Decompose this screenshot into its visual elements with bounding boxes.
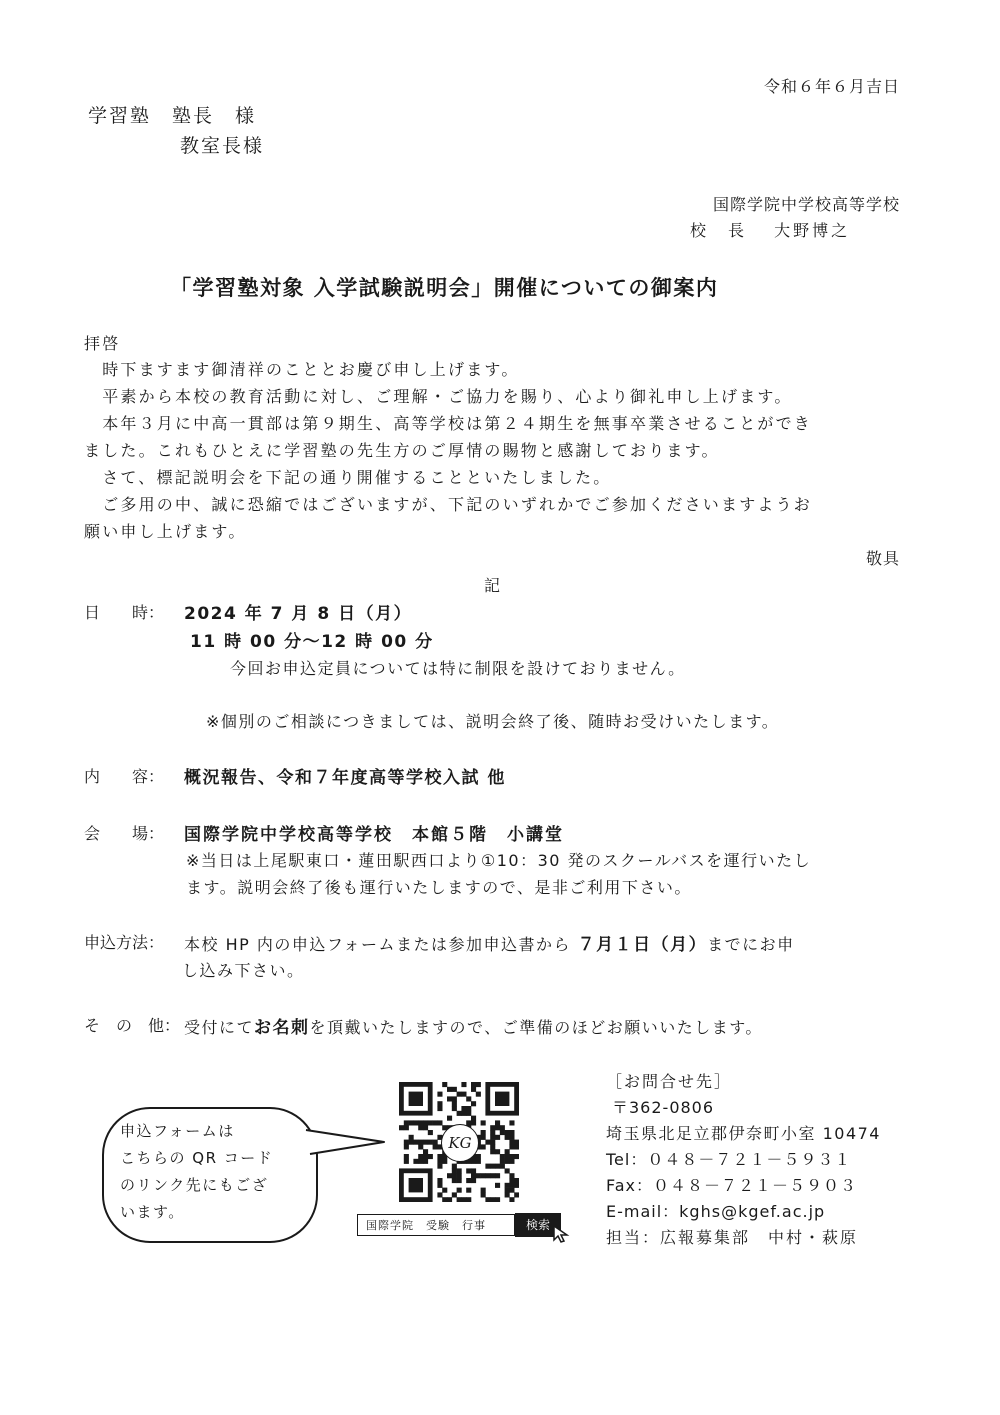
- content-value: 概況報告、令和７年度高等学校入試 他: [184, 768, 506, 788]
- sender-principal: 校 長 大野博之: [690, 221, 851, 240]
- contact-fax: Fax：０４８－７２１－５９０３: [606, 1176, 858, 1195]
- body-line-1: 時下ますます御清祥のこととお慶び申し上げます。: [84, 360, 520, 379]
- datetime-label: 日 時：: [84, 603, 165, 622]
- datetime-value: 2024 年 7 月 8 日（月）: [184, 604, 413, 624]
- contact-tel: Tel：０４８－７２１－５９３１: [606, 1150, 852, 1169]
- qr-logo: KG: [441, 1124, 479, 1162]
- time-value: 11 時 00 分～12 時 00 分: [190, 632, 434, 652]
- venue-value: 国際学院中学校高等学校 本館５階 小講堂: [184, 825, 564, 845]
- capacity-note: 今回お申込定員については特に制限を設けておりません。: [230, 659, 686, 678]
- apply-value-text: 本校 HP 内の申込フォームまたは参加申込書から: [184, 935, 578, 954]
- document-title: 「学習塾対象 入学試験説明会」開催についての御案内: [170, 276, 719, 300]
- contact-address: 埼玉県北足立郡伊奈町小室 10474: [606, 1124, 881, 1143]
- recipient-line-2: 教室長様: [180, 135, 265, 157]
- bubble-line-1: 申込フォームは: [120, 1122, 235, 1140]
- body-line-6: ご多用の中、誠に恐縮ではございますが、下記のいずれかでご参加くださいますようお: [84, 495, 813, 514]
- venue-label: 会 場：: [84, 824, 165, 843]
- apply-deadline: ７月１日（月）: [577, 935, 708, 955]
- speech-bubble-tail: [300, 1122, 396, 1162]
- contact-person: 担当：広報募集部 中村・萩原: [606, 1228, 859, 1247]
- cursor-arrow-icon: [552, 1224, 572, 1244]
- contact-postal: 〒362-0806: [612, 1098, 715, 1117]
- bus-note-1: ※当日は上尾駅東口・蓮田駅西口より①10：30 発のスクールバスを運行いたし: [186, 851, 812, 870]
- recipient-line-1: 学習塾 塾長 様: [88, 105, 257, 127]
- other-label: そ の 他：: [84, 1016, 181, 1035]
- body-line-2: 平素から本校の教育活動に対し、ご理解・ご協力を賜り、心より御礼申し上げます。: [84, 387, 793, 406]
- body-line-7: 願い申し上げます。: [84, 522, 247, 541]
- body-line-5: さて、標記説明会を下記の通り開催することといたしました。: [84, 468, 612, 487]
- search-input: 国際学院 受験 行事: [357, 1214, 515, 1236]
- opening-word: 拝啓: [84, 334, 121, 353]
- body-line-3: 本年３月に中高一貫部は第９期生、高等学校は第２４期生を無事卒業させることができ: [84, 414, 813, 433]
- search-button: 検索: [515, 1213, 561, 1237]
- closing-word: 敬具: [865, 549, 900, 568]
- apply-value-line-1: [184, 930, 795, 955]
- document-date: 令和６年６月吉日: [763, 77, 900, 96]
- apply-value-line-2: し込み下さい。: [182, 961, 305, 980]
- apply-label: 申込方法：: [84, 933, 165, 952]
- content-label: 内 容：: [84, 767, 165, 786]
- consult-note: ※個別のご相談につきましては、説明会終了後、随時お受けいたします。: [206, 712, 780, 731]
- bubble-line-2: こちらの QR コード: [120, 1149, 274, 1167]
- apply-value-text-end: までにお申: [707, 935, 795, 954]
- contact-email[interactable]: E-mail：kghs@kgef.ac.jp: [606, 1202, 826, 1221]
- bus-note-2: ます。説明会終了後も運行いたしますので、是非ご利用下さい。: [186, 878, 692, 897]
- ki-heading: 記: [484, 576, 502, 595]
- other-value: [184, 1013, 763, 1038]
- sender-school: 国際学院中学校高等学校: [712, 195, 900, 214]
- other-value-text-end: を頂戴いたしますので、ご準備のほどお願いいたします。: [309, 1018, 763, 1037]
- body-line-4: ました。これもひとえに学習塾の先生方のご厚情の賜物と感謝しております。: [84, 441, 720, 460]
- bubble-line-3: のリンク先にもござ: [120, 1176, 269, 1194]
- bubble-line-4: います。: [120, 1203, 185, 1221]
- business-card-emphasis: お名刺: [254, 1018, 310, 1038]
- contact-heading: ［お問合せ先］: [606, 1072, 733, 1091]
- other-value-text: 受付にて: [184, 1018, 255, 1037]
